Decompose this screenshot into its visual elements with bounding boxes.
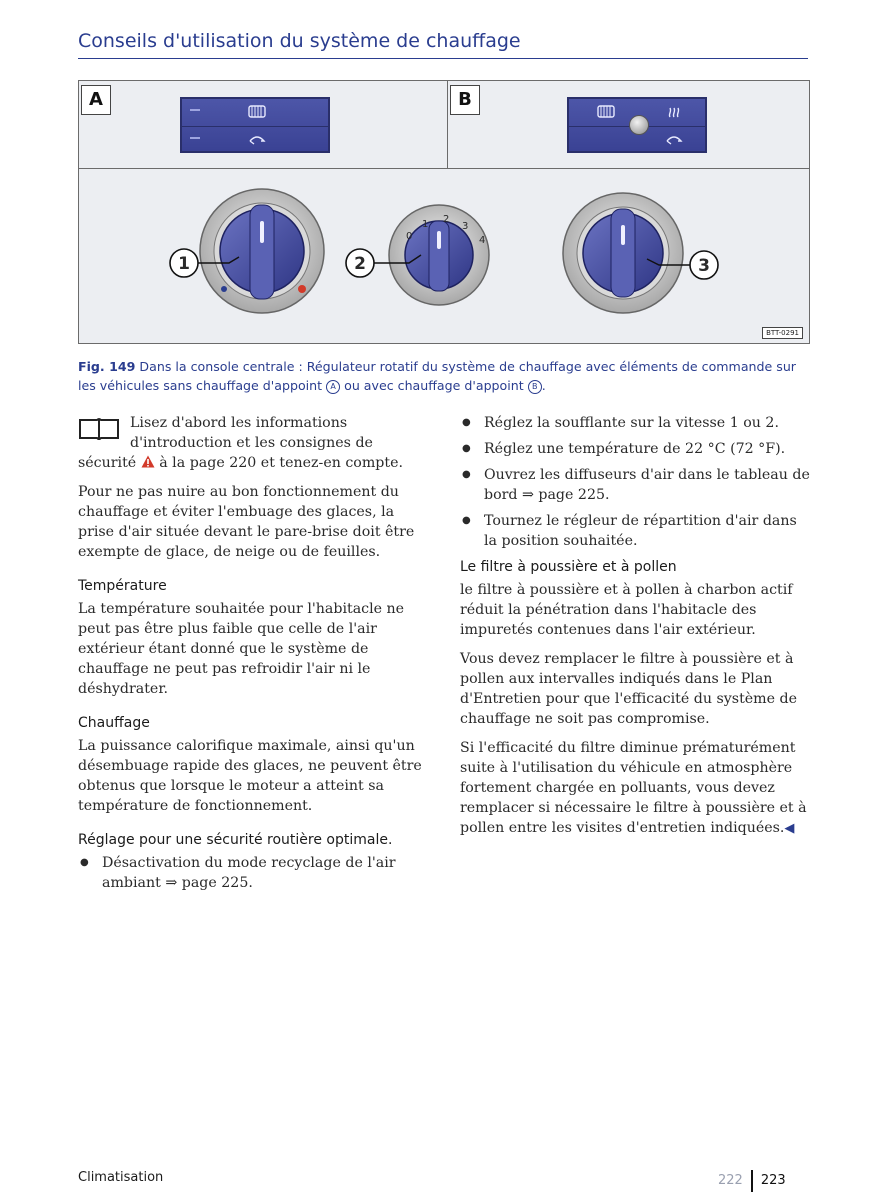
- previous-page-number: 222: [718, 1173, 743, 1188]
- page-divider: [751, 1170, 753, 1192]
- heading-reglage: Réglage pour une sécurité routière optimale.: [78, 832, 393, 848]
- fan-tick-3: 3: [462, 221, 469, 232]
- recirculation-icon: [242, 129, 272, 151]
- intro-text-2: à la page 220 et tenez-en compte.: [159, 455, 403, 471]
- callout-2: 2: [354, 254, 366, 274]
- list-item: ● Désactivation du mode recyclage de l'air ambiant ⇒ page 225.: [78, 853, 430, 893]
- rear-defrost-icon: [242, 103, 272, 125]
- filtre-paragraph-1: le filtre à poussière et à pollen à charbon actif réduit la pénétration dans l'habitacle des impuretés contenues dans l'air extérieur.: [460, 582, 793, 638]
- rear-defrost-icon: [591, 103, 621, 125]
- figure-caption: [78, 357, 813, 395]
- temperature-paragraph: La température souhaitée pour l'habitacle ne peut pas être plus faible que celle de l'air extérieur étant donné que le système de chauffage ne peut pas refroidir l'air ni le déshydrater.: [78, 601, 405, 697]
- chauffage-paragraph: La puissance calorifique maximale, ainsi qu'un désembuage rapide des glaces, ne peuvent être obtenus que lorsque le moteur a atteint sa température de fonctionnement.: [78, 738, 422, 814]
- caption-label: Fig. 149: [78, 359, 136, 374]
- callout-3: 3: [698, 256, 710, 276]
- page-numbers: [718, 1170, 786, 1192]
- filtre-paragraph-2: Vous devez remplacer le filtre à poussière et à pollen aux intervalles indiqués dans le Plan d'Entretien pour que l'efficacité du système de chauffage ne soit pas compromise.: [460, 651, 798, 727]
- caption-text-1: Dans la console centrale : Régulateur rotatif du système de chauffage avec éléments de commande sur les véhicules sans chauffage d'appoint: [78, 359, 796, 393]
- caption-text-3: .: [541, 378, 546, 393]
- heading-chauffage: Chauffage: [78, 715, 150, 731]
- caption-ref-a: A: [326, 380, 340, 394]
- heading-filtre: Le filtre à poussière et à pollen: [460, 559, 677, 575]
- right-column: [460, 413, 812, 848]
- heading-temperature: Température: [78, 578, 167, 594]
- page-number: 223: [760, 1173, 786, 1188]
- filtre-paragraph-3: [460, 738, 812, 839]
- seat-heating-icon: [659, 103, 689, 125]
- fan-speed-dial-icon: [389, 205, 489, 305]
- switch-panel-a: [180, 97, 330, 153]
- warning-icon: [141, 455, 155, 468]
- filtre-paragraph-3-text: Si l'efficacité du filtre diminue prématurément suite à l'utilisation du véhicule en atmosphère fortement chargée en polluants, vous devez remplacer si nécessaire le filtre à poussière et à pollen entre les visites d'entretien indiquées.: [460, 740, 807, 836]
- list-item: ● Réglez une température de 22 °C (72 °F).: [460, 439, 812, 459]
- air-distribution-dial-icon: [563, 193, 683, 313]
- list-item: ● Tournez le régleur de répartition d'air dans la position souhaitée.: [460, 511, 812, 551]
- temperature-dial-icon: [200, 189, 324, 313]
- fan-tick-0: 0: [406, 231, 413, 242]
- left-column: [78, 413, 430, 899]
- fan-tick-2: 2: [443, 214, 450, 225]
- fan-tick-4: 4: [479, 235, 486, 246]
- footer-section: Climatisation: [78, 1170, 164, 1185]
- indicator-knob: [629, 115, 649, 135]
- intro-text-1: Lisez d'abord les informations d'introduction et les consignes de sécurité: [78, 415, 373, 471]
- figure-code: BTT-0291: [762, 327, 803, 339]
- fan-tick-1: 1: [422, 219, 429, 230]
- callout-1: 1: [178, 254, 190, 274]
- intro-paragraph: [78, 413, 430, 473]
- figure-divider: [447, 81, 448, 169]
- air-intake-paragraph: Pour ne pas nuire au bon fonctionnement du chauffage et éviter l'embuage des glaces, la prise d'air située devant le pare-brise doit être exempte de glace, de neige ou de feuilles.: [78, 484, 415, 560]
- caption-text-2: ou avec chauffage d'appoint: [344, 378, 524, 393]
- title-rule: [78, 58, 808, 59]
- caption-ref-b: B: [528, 380, 542, 394]
- panel-label-a: A: [81, 85, 111, 115]
- end-of-section-icon: ◀: [784, 821, 795, 836]
- panel-label-b: B: [450, 85, 480, 115]
- list-item: ● Ouvrez les diffuseurs d'air dans le tableau de bord ⇒ page 225.: [460, 465, 812, 505]
- figure-149: [78, 80, 810, 344]
- page-title: Conseils d'utilisation du système de chauffage: [78, 30, 521, 52]
- recirculation-icon: [659, 129, 689, 151]
- book-icon: [78, 417, 120, 441]
- switch-panel-b: [567, 97, 707, 153]
- list-item: ● Réglez la soufflante sur la vitesse 1 ou 2.: [460, 413, 812, 433]
